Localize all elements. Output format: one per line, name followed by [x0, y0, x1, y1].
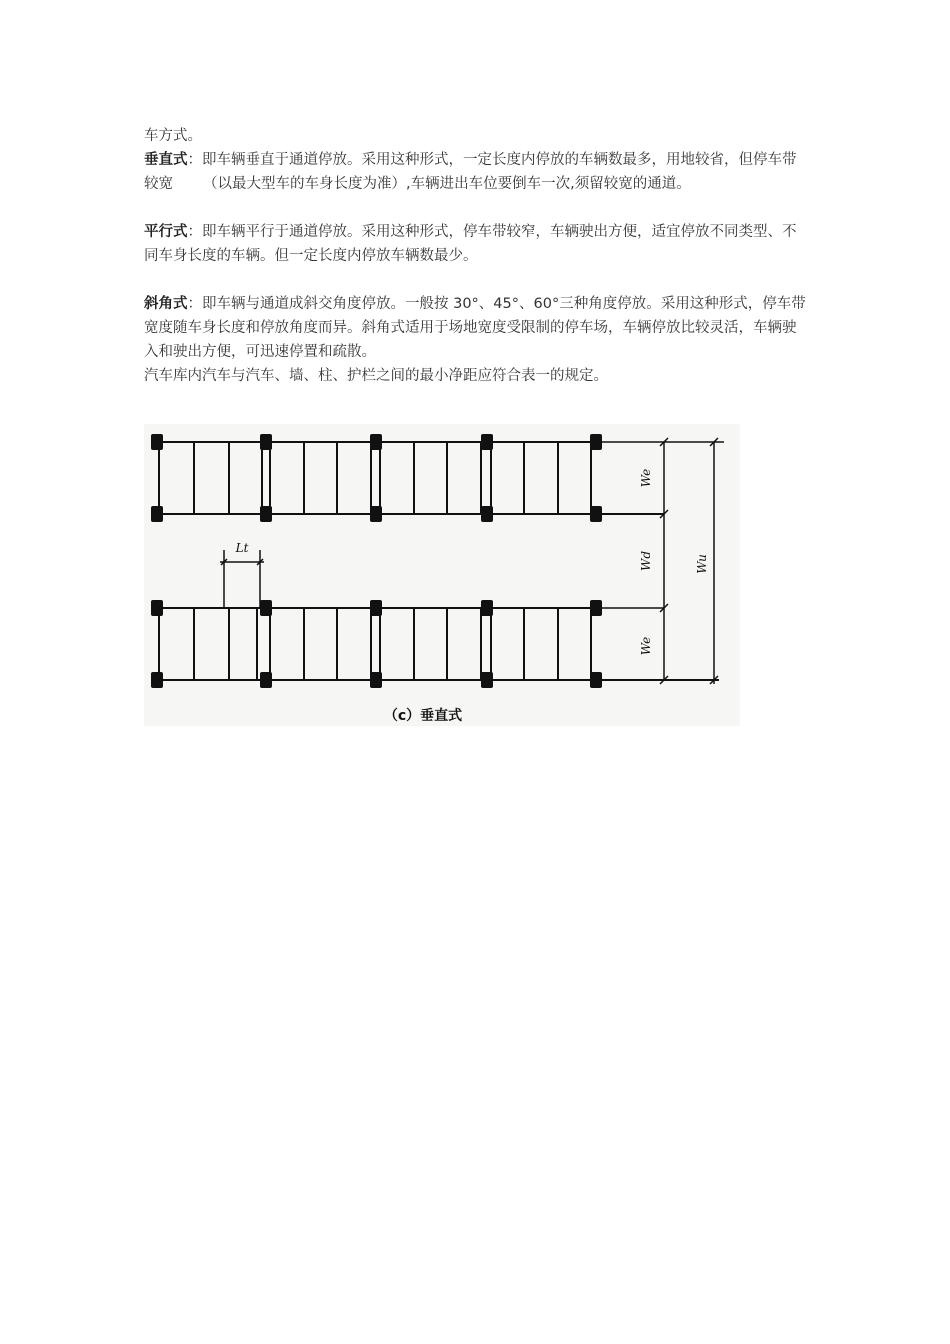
document-body — [144, 124, 810, 388]
label-wd: Wd — [639, 550, 653, 572]
label-we-bottom: We — [639, 636, 653, 656]
paragraph-oblique — [144, 292, 810, 364]
clearance-note: 汽车库内汽车与汽车、墙、柱、护栏之间的最小净距应符合表一的规定。 — [144, 368, 608, 384]
oblique-text: ：即车辆与通道成斜交角度停放。一般按 30°、45°、60°三种角度停放。采用这种形式，停车带宽度随车身长度和停放角度而异。斜角式适用于场地宽度受限制的停车场，车辆停放比较灵活，车辆驶入和驶出方便，可迅速停置和疏散。 — [144, 296, 806, 360]
perpendicular-text-a: ：即车辆垂直于通道停放。采用这种形式，一定长度内停放的车辆数最多，用地较省，但停车带较宽 — [144, 152, 797, 192]
label-wu: Wu — [695, 554, 709, 574]
term-oblique: 斜角式 — [144, 296, 188, 312]
parallel-text: ：即车辆平行于通道停放。采用这种形式，停车带较窄，车辆驶出方便，适宜停放不同类型、不同车身长度的车辆。但一定长度内停放车辆数最少。 — [144, 224, 797, 264]
term-perpendicular: 垂直式 — [144, 152, 188, 168]
intro-tail: 车方式。 — [144, 128, 202, 144]
perpendicular-parking-diagram — [144, 424, 740, 726]
label-lt: Lt — [235, 541, 249, 555]
perpendicular-text-b: （以最大型车的车身长度为准）,车辆进出车位要倒车一次,须留较宽的通道。 — [203, 176, 691, 192]
paragraph-perpendicular — [144, 148, 810, 196]
diagram-caption: （c）垂直式 — [383, 708, 463, 724]
diagram-svg — [144, 424, 740, 726]
term-parallel: 平行式 — [144, 224, 188, 240]
paragraph-parallel — [144, 220, 810, 268]
label-we-top: We — [639, 468, 653, 488]
